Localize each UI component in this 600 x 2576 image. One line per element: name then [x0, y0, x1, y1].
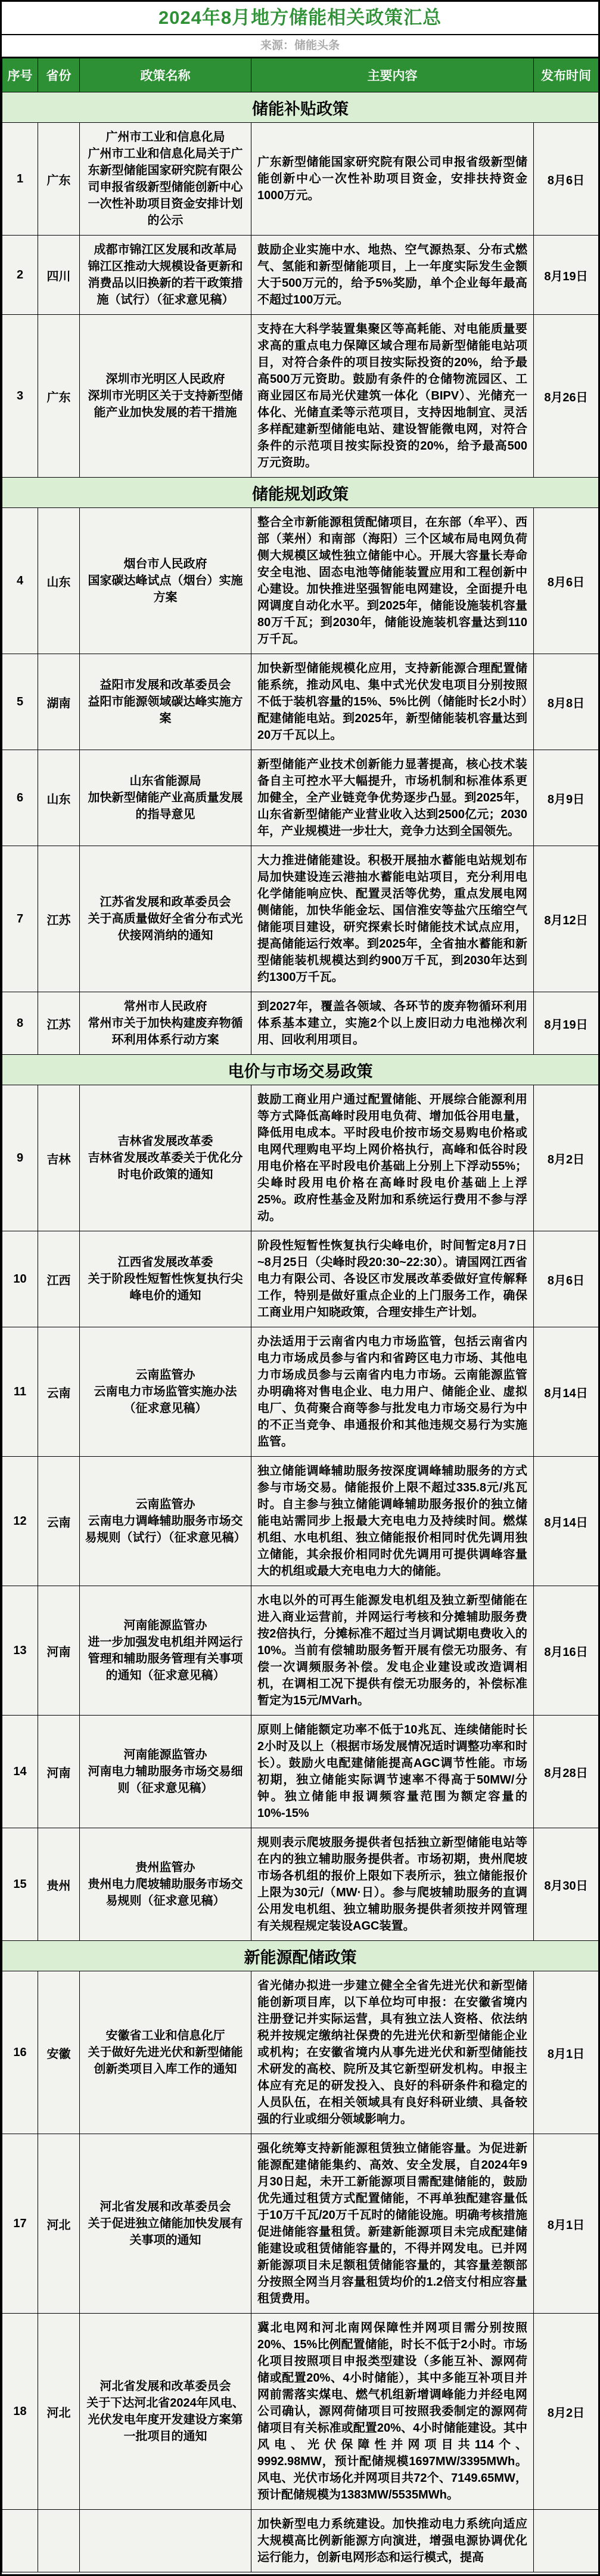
- policy-agency: 云南监管办: [135, 1368, 195, 1382]
- table-row: [2, 750, 599, 846]
- policy-agency: 深圳市光明区人民政府: [105, 373, 225, 386]
- cell-main-content: 冀北电网和河北南网保障性并网项目需分别按照20%、15%比例配置储能，时长不低于2小时。市场化项目按照项目申报类型建设（多能互补、源网荷储或配置20%、4小时储能），其中多能互补项目并网前需落实煤电、燃气机组新增调峰能力并经电网公司确认，源网荷储项目可按照我委制定的源网荷储项目有关标准或配置20%、4小时储能建设。其中风电、光伏保障性并网项目共114个、9992.98MW，预计配储规模1697MW/3395MWh。风电、光伏市场化并网项目共72个、7149.65MW，预计配储规模为1383MW/5535MWh。: [251, 2314, 534, 2510]
- policy-agency: 常州市人民政府: [123, 1000, 207, 1013]
- cell-policy-name: [80, 508, 251, 654]
- cell-main-content: 整合全市新能源租赁配储项目，在东部（牟平）、西部（莱州）和南部（海阳）三个区域布局电网负荷侧大规模区域性独立储能中心。开展大容量长寿命安全电池、固态电池等储能装置应用和工程创新中心建设。加快推进坚强智能电网建设，全面提升电网调度自动化水平。到2025年，储能设施装机容量80万千瓦；到2030年，储能设施装机容量达到110万千瓦。: [251, 508, 534, 654]
- cell-province: 安徽: [38, 1971, 80, 2134]
- cell-province: 江苏: [38, 992, 80, 1055]
- cell-main-content: 强化统筹支持新能源租赁独立储能容量。为促进新能源配建储能集约、高效、安全发展，自2024年9月30日起，未开工新能源项目需配建储能的，鼓励优先通过租赁方式配置储能，不再单独配建容量低于10万千瓦/20万千瓦时的储能设施。明确考核措施促进储能容量租赁。新建新能源项目未完成配建储能建设或租赁储能容量的，不得并网发电。已并网新能源项目未足额租赁储能容量的，其容量差额部分按照全网当月容量租赁均价的1.2倍支付相应容量租赁费用。: [251, 2134, 534, 2314]
- table-row: [2, 236, 599, 315]
- cell-publish-date: 8月19日: [534, 992, 599, 1055]
- table-row: [2, 1828, 599, 1941]
- cell-main-content: 独立储能调峰辅助服务按深度调峰辅助服务的方式参与市场交易。储能报价上限不超过335.8元/兆瓦时。自主参与独立储能调峰辅助服务报价的独立储能电站需同步上报最大充电电力及持续时间。燃煤机组、水电机组、独立储能报价相同时优先调用独立储能，其余报价相同时优先调用可提供调峰容量大的机组或最大充电电力大的储能。: [251, 1457, 534, 1586]
- cell-province: [38, 2510, 80, 2572]
- cell-main-content: 支持在大科学装置集聚区等高耗能、对电能质量要求高的重点电力保障区域合理布局新型储能电站项目，对符合条件的项目按实际投资的20%，给予最高500万元资助。鼓励有条件的仓储物流园区、工商业园区布局光伏建筑一体化（BIPV）、光储充一体化、光储直柔等示范项目，支持因地制宜、灵活多样配建新型储能电站、建设智能微电网，对符合条件的示范项目按实际投资的20%，给予最高500万元资助。: [251, 315, 534, 478]
- cell-province: 河北: [38, 2134, 80, 2314]
- cell-main-content: 新型储能产业技术创新能力显著提高，核心技术装备自主可控水平大幅提升，市场机制和标准体系更加健全，全产业链竞争优势逐步凸显。到2025年，山东省新型储能产业营业收入达到2500亿元；2030年，产业规模进一步壮大，竞争力达到全国领先。: [251, 750, 534, 846]
- cell-main-content: 鼓励工商业用户通过配置储能、开展综合能源利用等方式降低高峰时段用电负荷、增加低谷用电量，降低用电成本。平时段电价按市场交易购电价格或电网代理购电平均上网价格执行，高峰和低谷时段用电价格在平时段电价基础上分别上下浮动55%；尖峰时段用电价格在高峰时段电价基础上上浮25%。政府性基金及附加和系统运行费用不参与浮动。: [251, 1085, 534, 1231]
- cell-publish-date: 8月9日: [534, 750, 599, 846]
- section-header-label: 储能规划政策: [2, 478, 599, 508]
- policy-title: 广州市工业和信息化局关于广东新型储能国家研究院有限公司申报省级新型储能创新中心一次性补助项目资金安排计划的公示: [88, 147, 243, 227]
- table-row: [2, 123, 599, 236]
- cell-province: 河南: [38, 1716, 80, 1828]
- cell-publish-date: 8月6日: [534, 123, 599, 236]
- table-row: [2, 1085, 599, 1231]
- cell-main-content: 办法适用于云南省内电力市场监管，包括云南省内电力市场成员参与省内和省跨区电力市场、其他电力市场成员参与云南省内电力市场。云南能源监管办明确将对售电企业、电力用户、储能企业、虚拟电厂、负荷聚合商等参与批发电力市场交易行为中的不正当竞争、串通报价和其他违规交易行为实施监管。: [251, 1327, 534, 1457]
- policy-agency: 成都市锦江区发展和改革局: [94, 243, 237, 256]
- col-header-policy-name: 政策名称: [80, 58, 251, 92]
- table-row: [2, 1457, 599, 1586]
- cell-serial-number: 2: [2, 236, 38, 315]
- cell-serial-number: 12: [2, 1457, 38, 1586]
- cell-publish-date: 8月14日: [534, 1457, 599, 1586]
- col-header-no: 序号: [2, 58, 38, 92]
- cell-serial-number: 6: [2, 750, 38, 846]
- cell-serial-number: 8: [2, 992, 38, 1055]
- policy-title: 加快新型储能产业高质量发展的指导意见: [88, 791, 243, 821]
- cell-policy-name: [80, 750, 251, 846]
- cell-province: 山东: [38, 750, 80, 846]
- policy-agency: 江苏省发展和政革委员会: [100, 896, 231, 909]
- policy-title: 云南电力调峰辅助服务市场交易规则（试行）（征求意见稿）: [85, 1515, 246, 1544]
- table-row: [2, 508, 599, 654]
- cell-publish-date: 8月2日: [534, 2314, 599, 2510]
- cell-main-content: 阶段性短暂性恢复执行尖峰电价，时间暂定8月7日~8月25日（尖峰时段20:30~22:30）。请国网江西省电力有限公司、各设区市发展改革委做好宣传解释工作，特别是做好重点企业的上门服务工作，确保工商业用户知晓政策，合理安排生产计划。: [251, 1231, 534, 1327]
- policy-title: 关于高质量做好全省分布式光伏接网消纳的通知: [88, 912, 243, 942]
- policy-title: 国家碳达峰试点（烟台）实施方案: [88, 574, 243, 604]
- policy-agency: 吉林省发展改革委: [117, 1135, 213, 1148]
- cell-province: 江西: [38, 1231, 80, 1327]
- table-row: [2, 2134, 599, 2314]
- policy-agency: 河南能源监管办: [123, 1619, 207, 1632]
- cell-policy-name: [80, 2134, 251, 2314]
- cell-policy-name: [80, 992, 251, 1055]
- cell-policy-name: [80, 2510, 251, 2572]
- cell-main-content: 鼓励企业实施中水、地热、空气源热泵、分布式燃气、氢能和新型储能项目，上一年度实际发生金额大于500万元的，给予5%奖励，单个企业每年最高不超过100万元。: [251, 236, 534, 315]
- cell-policy-name: [80, 1231, 251, 1327]
- policy-agency: 云南监管办: [135, 1498, 195, 1511]
- policy-agency: 广州市工业和信息化局: [105, 131, 225, 144]
- policy-title: 关于促进独立储能加快发展有关事项的通知: [88, 2217, 243, 2247]
- cell-publish-date: 8月6日: [534, 1231, 599, 1327]
- policy-title: 常州市关于加快构建废弃物循环利用体系行动方案: [88, 1017, 243, 1046]
- policy-agency: 安徽省工业和信息化厅: [105, 2029, 225, 2042]
- cell-policy-name: [80, 1971, 251, 2134]
- cell-policy-name: [80, 315, 251, 478]
- cell-main-content: 水电以外的可再生能源发电机组及独立新型储能在进入商业运营前，并网运行考核和分摊辅助服务费按2倍执行，分摊标准不超过当月调试期电费收入的10%。当前有偿辅助服务暂开展有偿无功服务、有偿一次调频服务补偿。发电企业建设或改造调相机，在调相工况下提供有偿无功服务的，补偿标准暂定为15元/MVarh。: [251, 1586, 534, 1716]
- cell-province: 江苏: [38, 846, 80, 992]
- cell-serial-number: 4: [2, 508, 38, 654]
- cell-policy-name: [80, 1457, 251, 1586]
- cell-province: 吉林: [38, 1085, 80, 1231]
- cell-policy-name: [80, 2314, 251, 2510]
- cell-policy-name: [80, 846, 251, 992]
- table-row: [2, 654, 599, 750]
- source-line: 来源：储能头条: [2, 35, 598, 58]
- cell-serial-number: 1: [2, 123, 38, 236]
- section-header-label: 电价与市场交易政策: [2, 1055, 599, 1085]
- cell-serial-number: 11: [2, 1327, 38, 1457]
- table-row: [2, 1971, 599, 2134]
- cell-publish-date: 8月16日: [534, 1586, 599, 1716]
- cell-publish-date: 8月6日: [534, 508, 599, 654]
- policy-title: 锦江区推动大规模设备更新和消费品以旧换新的若干政策措施（试行）（征求意见稿）: [88, 260, 243, 306]
- policy-agency: 河南能源监管办: [123, 1748, 207, 1761]
- section-row: [2, 1055, 599, 1085]
- table-row: [2, 1716, 599, 1828]
- table-body: [2, 92, 599, 2572]
- cell-policy-name: [80, 123, 251, 236]
- cell-publish-date: 8月14日: [534, 1327, 599, 1457]
- cell-serial-number: 9: [2, 1085, 38, 1231]
- table-row: [2, 992, 599, 1055]
- policy-title: 贵州电力爬坡辅助服务市场交易规则（征求意见稿）: [88, 1878, 243, 1908]
- cell-main-content: 大力推进储能建设。积极开展抽水蓄能电站规划布局加快建设连云港抽水蓄能电站项目，充分利用电化学储能响应快、配置灵活等优势，重点发展电网侧储能，加快华能金坛、国信淮安等盐穴压缩空气储能项目建设，研究探索长时储能技术试点应用，提高储能运行效率。到2025年，全省抽水蓄能和新型储能装机规模达到约900万千瓦，到2030年达到约1300万千瓦。: [251, 846, 534, 992]
- cell-serial-number: 14: [2, 1716, 38, 1828]
- cell-publish-date: 8月1日: [534, 1971, 599, 2134]
- policy-title: 益阳市能源领域碳达峰实施方案: [88, 695, 243, 725]
- table-row: [2, 2314, 599, 2510]
- col-header-publish-date: 发布时间: [534, 58, 599, 92]
- cell-publish-date: 8月19日: [534, 236, 599, 315]
- cell-province: 四川: [38, 236, 80, 315]
- cell-publish-date: 8月8日: [534, 654, 599, 750]
- cell-serial-number: [2, 2510, 38, 2572]
- column-header-row: [2, 58, 599, 92]
- cell-main-content: 原则上储能额定功率不低于10兆瓦、连续储能时长2小时及以上（根据市场发展情况适时调整功率和时长）。鼓励火电配建储能提高AGC调节性能。市场初期，独立储能实际调节速率不得高于50MW/分钟。独立储能申报调频容量范围为额定容量的10%-15%: [251, 1716, 534, 1828]
- section-header-label: 储能补贴政策: [2, 92, 599, 123]
- section-row: [2, 92, 599, 123]
- table-row: [2, 1231, 599, 1327]
- table-row: [2, 1327, 599, 1457]
- cell-policy-name: [80, 1828, 251, 1941]
- table-row: [2, 315, 599, 478]
- cell-policy-name: [80, 654, 251, 750]
- cell-policy-name: [80, 1716, 251, 1828]
- cell-serial-number: 3: [2, 315, 38, 478]
- cell-publish-date: 8月2日: [534, 1085, 599, 1231]
- cell-serial-number: 10: [2, 1231, 38, 1327]
- cell-publish-date: 8月12日: [534, 846, 599, 992]
- policy-title: 进一步加强发电机组并网运行管理和辅助服务管理有关事项的通知（征求意见稿）: [88, 1636, 243, 1682]
- cell-main-content: 广东新型储能国家研究院有限公司申报省级新型储能创新中心一次性补助项目资金，安排扶持资金1000万元。: [251, 123, 534, 236]
- policy-agency: 江西省发展改革委: [117, 1256, 213, 1269]
- policy-agency: 山东省能源局: [129, 775, 201, 788]
- policy-title: 云南电力市场监管实施办法（征求意见稿）: [94, 1385, 237, 1415]
- cell-publish-date: 8月1日: [534, 2134, 599, 2314]
- cell-main-content: 到2027年，覆盖各领域、各环节的废弃物循环利用体系基本建立，实施2个以上废旧动力电池梯次利用、回收利用项目。: [251, 992, 534, 1055]
- policy-title: 吉林省发展改革委关于优化分时电价政策的通知: [88, 1151, 243, 1181]
- section-header-label: 新能源配储政策: [2, 1941, 599, 1971]
- cell-main-content: 加快新型电力系统建设。加快推动电力系统向适应大规模高比例新能源方向演进，增强电源协调优化运行能力，创新电网形态和运行模式，提高: [251, 2510, 534, 2572]
- cell-publish-date: [534, 2510, 599, 2572]
- policy-agency: 贵州监管办: [135, 1861, 195, 1874]
- cell-serial-number: 15: [2, 1828, 38, 1941]
- col-header-province: 省份: [38, 58, 80, 92]
- table-row: [2, 1586, 599, 1716]
- policy-title: 关于阶段性短暂性恢复执行尖峰电价的通知: [88, 1272, 243, 1302]
- policy-title: 河南电力辅助服务市场交易细则（征求意见稿）: [88, 1765, 243, 1795]
- cell-province: 广东: [38, 315, 80, 478]
- table-row: [2, 2510, 599, 2572]
- cell-serial-number: 5: [2, 654, 38, 750]
- policy-title: 深圳市光明区关于支持新型储能产业加快发展的若干措施: [88, 389, 243, 419]
- section-row: [2, 478, 599, 508]
- cell-main-content: 省光储办拟进一步建立健全全省先进光伏和新型储能创新项目库，以下单位均可申报：在安徽省境内注册登记并实际运营，具有独立法人资格、依法纳税并按规定缴纳社保费的先进光伏和新型储能企业或机构；在安徽省境内从事先进光伏和新型储能技术研发的高校、院所及其它新型研发机构。申报主体应有充足的研发投入、良好的科研条件和稳定的人员队伍，在相关领域具有良好科研业绩、具备较强的行业或细分领域影响力。: [251, 1971, 534, 2134]
- cell-province: 山东: [38, 508, 80, 654]
- policy-agency: 河北省发展和改革委员会: [100, 2380, 231, 2393]
- cell-serial-number: 18: [2, 2314, 38, 2510]
- cell-policy-name: [80, 1085, 251, 1231]
- cell-province: 河南: [38, 1586, 80, 1716]
- cell-publish-date: 8月28日: [534, 1716, 599, 1828]
- table-row: [2, 846, 599, 992]
- cell-province: 云南: [38, 1327, 80, 1457]
- cell-serial-number: 17: [2, 2134, 38, 2314]
- cell-policy-name: [80, 236, 251, 315]
- cell-main-content: 加快新型储能规模化应用，支持新能源合理配置储能系统，推动风电、集中式光伏发电项目分别按照不低于装机容量的15%、5%比例（储能时长2小时）配建储能电站。到2025年，新型储能装机容量达到20万千瓦以上。: [251, 654, 534, 750]
- cell-publish-date: 8月30日: [534, 1828, 599, 1941]
- cell-province: 贵州: [38, 1828, 80, 1941]
- cell-publish-date: 8月26日: [534, 315, 599, 478]
- cell-serial-number: 13: [2, 1586, 38, 1716]
- cell-policy-name: [80, 1327, 251, 1457]
- policy-agency: 益阳市发展和改革委员会: [100, 679, 231, 692]
- cell-province: 云南: [38, 1457, 80, 1586]
- section-row: [2, 1941, 599, 1971]
- cell-province: 河北: [38, 2314, 80, 2510]
- policy-agency: 河北省发展和改革委员会: [100, 2200, 231, 2213]
- cell-province: 广东: [38, 123, 80, 236]
- cell-serial-number: 16: [2, 1971, 38, 2134]
- policy-agency: 烟台市人民政府: [123, 558, 207, 571]
- cell-serial-number: 7: [2, 846, 38, 992]
- policy-title: 关于做好先进光伏和新型储能创新类项目入库工作的通知: [88, 2046, 243, 2076]
- page-title: 2024年8月地方储能相关政策汇总: [2, 2, 598, 35]
- cell-province: 湖南: [38, 654, 80, 750]
- policy-title: 关于下达河北省2024年风电、光伏发电年度开发建设方案第一批项目的通知: [86, 2397, 244, 2443]
- cell-policy-name: [80, 1586, 251, 1716]
- policy-table: [2, 58, 599, 2572]
- col-header-main-content: 主要内容: [251, 58, 534, 92]
- cell-main-content: 规则表示爬坡服务提供者包括独立新型储能电站等在内的独立辅助服务提供者。市场初期，贵州爬坡市场各机组的报价上限如下表所示，独立储能报价上限为30元/（MW·日）。参与爬坡辅助服务的直调公用发电机组、独立辅助服务提供者须按并网管理有关规程规定装设AGC装置。: [251, 1828, 534, 1941]
